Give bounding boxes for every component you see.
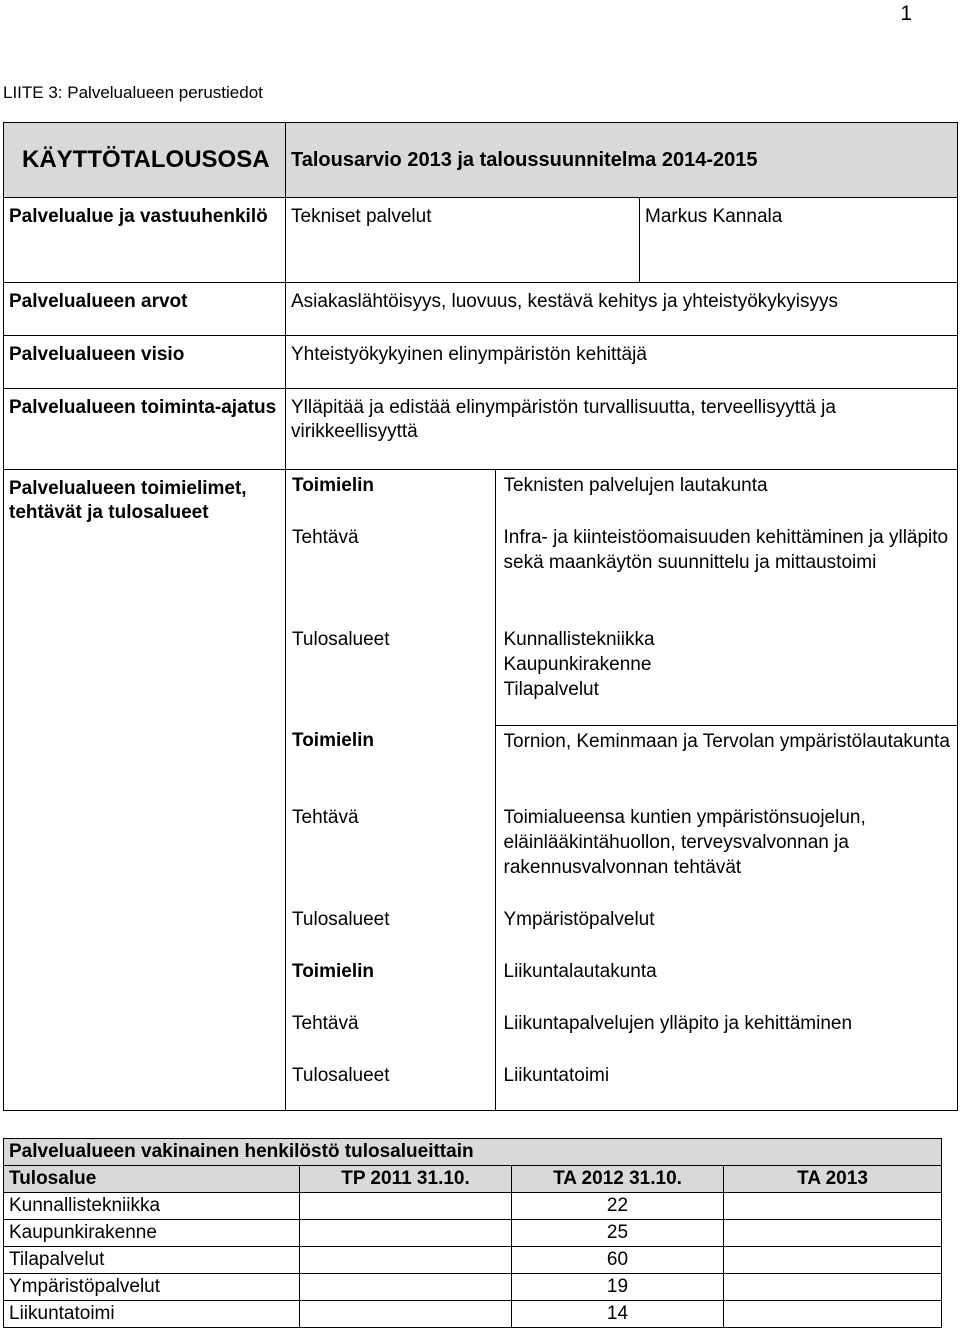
vision-value: Yhteistyökykyinen elinympäristön kehittäjä [286, 336, 958, 389]
ta2013-cell [724, 1274, 942, 1301]
units-list [495, 624, 957, 725]
table-row [4, 1193, 942, 1220]
unit-cell: Kunnallistekniikka [4, 1193, 300, 1220]
organ-label: Toimielin [286, 725, 495, 802]
organs-row [4, 470, 958, 1111]
units-row [286, 1060, 957, 1110]
units-row [286, 904, 957, 956]
table-row [4, 1301, 942, 1328]
organs-cell [286, 470, 958, 1111]
organ-name: Teknisten palvelujen lautakunta [503, 475, 768, 496]
values-label: Palvelualueen arvot [4, 283, 286, 336]
table-row [4, 1274, 942, 1301]
units-row [286, 624, 957, 725]
staff-table-title: Palvelualueen vakinainen henkilöstö tulosalueittain [4, 1139, 942, 1166]
table-row [4, 1220, 942, 1247]
staff-table [3, 1138, 942, 1328]
units-label: Tulosalueet [286, 1060, 495, 1110]
appendix-title: LIITE 3: Palvelualueen perustiedot [3, 83, 263, 102]
vision-row [4, 336, 958, 389]
tp2011-cell [300, 1193, 512, 1220]
mission-label: Palvelualueen toiminta-ajatus [4, 389, 286, 470]
mission-row [4, 389, 958, 470]
header-left: KÄYTTÖTALOUSOSA [4, 123, 286, 198]
unit-item: Kunnallistekniikka [503, 629, 655, 650]
organ-row [286, 956, 957, 1008]
organs-label: Palvelualueen toimielimet, tehtävät ja tulosalueet [4, 470, 286, 1111]
tp2011-cell [300, 1274, 512, 1301]
staff-table-header [4, 1166, 942, 1193]
task-text: Infra- ja kiinteistöomaisuuden kehittäminen ja ylläpito sekä maankäytön suunnittelu ja mittaustoimi [503, 527, 949, 573]
tp2011-cell [300, 1301, 512, 1328]
page-number: 1 [900, 2, 912, 25]
header-right: Talousarvio 2013 ja taloussuunnitelma 2014-2015 [286, 123, 958, 198]
basic-info-table [3, 122, 958, 1111]
vision-label: Palvelualueen visio [4, 336, 286, 389]
task-text: Toimialueensa kuntien ympäristönsuojelun, eläinlääkintähuollon, terveysvalvonnan ja rakennusvalvonnan tehtävät [503, 807, 866, 878]
column-header: Tulosalue [4, 1166, 300, 1193]
ta2013-cell [724, 1247, 942, 1274]
organ-label: Toimielin [286, 956, 495, 1008]
unit-cell: Ympäristöpalvelut [4, 1274, 300, 1301]
organ-row [286, 470, 957, 522]
ta2012-cell: 19 [512, 1274, 724, 1301]
task-label: Tehtävä [286, 1008, 495, 1060]
ta2013-cell [724, 1301, 942, 1328]
ta2013-cell [724, 1220, 942, 1247]
units-list [495, 904, 957, 956]
tp2011-cell [300, 1247, 512, 1274]
unit-item: Ympäristöpalvelut [503, 909, 655, 930]
column-header: TA 2012 31.10. [512, 1166, 724, 1193]
service-area-label: Palvelualue ja vastuuhenkilö [4, 198, 286, 283]
table-row [4, 1247, 942, 1274]
unit-cell: Liikuntatoimi [4, 1301, 300, 1328]
task-label: Tehtävä [286, 522, 495, 624]
service-area-row [4, 198, 958, 283]
mission-value: Ylläpitää ja edistää elinympäristön turvallisuutta, terveellisyyttä ja virikkeellisyyttä [286, 389, 958, 470]
unit-item: Liikuntatoimi [503, 1065, 610, 1086]
ta2012-cell: 25 [512, 1220, 724, 1247]
responsible-person: Markus Kannala [640, 198, 958, 283]
organ-row [286, 725, 957, 802]
units-label: Tulosalueet [286, 624, 495, 725]
service-area-value: Tekniset palvelut [286, 198, 640, 283]
ta2013-cell [724, 1193, 942, 1220]
units-label: Tulosalueet [286, 904, 495, 956]
task-row [286, 802, 957, 904]
organs-table [286, 470, 957, 1110]
values-value: Asiakaslähtöisyys, luovuus, kestävä kehitys ja yhteistyökykyisyys [286, 283, 958, 336]
column-header: TP 2011 31.10. [300, 1166, 512, 1193]
values-row [4, 283, 958, 336]
organ-label: Toimielin [286, 470, 495, 522]
task-row [286, 522, 957, 624]
ta2012-cell: 14 [512, 1301, 724, 1328]
unit-cell: Tilapalvelut [4, 1247, 300, 1274]
column-header: TA 2013 [724, 1166, 942, 1193]
organ-name: Tornion, Keminmaan ja Tervolan ympäristölautakunta [503, 730, 950, 752]
units-list [495, 1060, 957, 1110]
tp2011-cell [300, 1220, 512, 1247]
unit-item: Kaupunkirakenne [503, 654, 652, 675]
task-row [286, 1008, 957, 1060]
task-text: Liikuntapalvelujen ylläpito ja kehittäminen [503, 1013, 853, 1034]
unit-item: Tilapalvelut [503, 679, 599, 700]
ta2012-cell: 22 [512, 1193, 724, 1220]
task-label: Tehtävä [286, 802, 495, 904]
header-row [4, 123, 958, 198]
unit-cell: Kaupunkirakenne [4, 1220, 300, 1247]
organ-name: Liikuntalautakunta [503, 961, 657, 982]
ta2012-cell: 60 [512, 1247, 724, 1274]
